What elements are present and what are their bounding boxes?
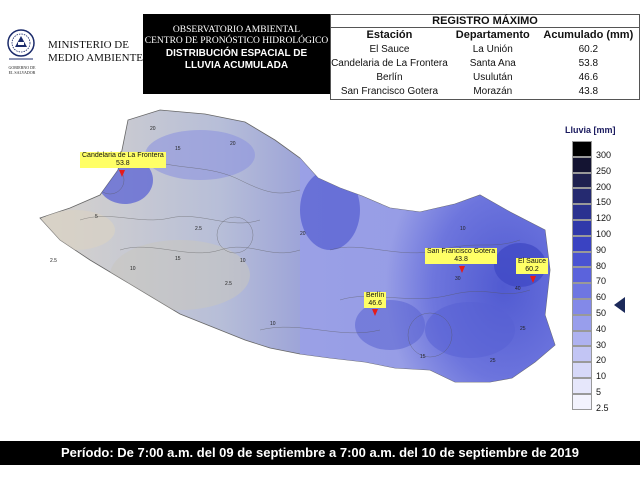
legend-value-label: 70 <box>596 276 607 287</box>
legend-swatch <box>572 141 592 157</box>
contour-label: 40 <box>515 286 521 292</box>
station-marker-icon <box>372 309 378 316</box>
max-record-table <box>330 14 640 100</box>
table-cell-department: Usulután <box>473 72 513 83</box>
legend-value-label: 40 <box>596 323 607 334</box>
column-header-station: Estación <box>366 29 413 41</box>
table-cell-department: Morazán <box>473 86 513 97</box>
table-cell-station: Berlín <box>376 72 403 83</box>
ministry-line2: MEDIO AMBIENTE <box>48 52 144 64</box>
legend-swatch <box>572 267 592 283</box>
table-cell-station: Candelaria de La Frontera <box>331 58 448 69</box>
station-label-berlin <box>364 292 386 308</box>
max-record-title: REGISTRO MÁXIMO <box>331 15 639 28</box>
table-header-row <box>331 28 639 43</box>
table-row <box>331 85 639 99</box>
contour-label: 20 <box>230 141 236 147</box>
legend-swatch <box>572 362 592 378</box>
table-cell-department: La Unión <box>472 44 513 55</box>
table-cell-station: San Francisco Gotera <box>340 86 439 97</box>
table-row <box>331 71 639 85</box>
station-marker-icon <box>530 276 536 283</box>
national-seal-icon <box>6 28 36 64</box>
contour-label: 10 <box>240 258 246 264</box>
station-name: El Sauce <box>518 258 547 265</box>
contour-label: 30 <box>455 276 461 282</box>
contour-label: 2.5 <box>50 258 57 264</box>
station-name: Berlín <box>366 292 385 299</box>
legend-swatch <box>572 252 592 268</box>
record-table <box>331 28 639 99</box>
legend-values <box>596 148 611 417</box>
table-cell-station: El Sauce <box>369 44 410 55</box>
map-title-line1: DISTRIBUCIÓN ESPACIAL DE <box>165 48 308 59</box>
legend-swatch <box>572 236 592 252</box>
el-salvador-map <box>0 100 560 440</box>
period-banner: Período: De 7:00 a.m. del 09 de septiembre a 7:00 a.m. del 10 de septiembre de 2019 <box>0 441 640 465</box>
station-label-candelaria <box>80 152 166 168</box>
ministry-logo-block <box>0 14 145 78</box>
contour-label: 15 <box>175 256 181 262</box>
table-cell-accumulated: 46.6 <box>578 72 599 83</box>
station-value: 43.8 <box>454 256 468 263</box>
seal-caption <box>2 65 42 75</box>
legend-swatch <box>572 204 592 220</box>
contour-label: 25 <box>490 358 496 364</box>
legend-value-label: 5 <box>596 386 602 397</box>
legend-swatch <box>572 394 592 410</box>
station-name: San Francisco Gotera <box>427 248 496 255</box>
station-name: Candelaria de La Frontera <box>82 152 164 159</box>
contour-label: 10 <box>270 321 276 327</box>
map-title-line2: LLUVIA ACUMULADA <box>184 60 289 71</box>
contour-label: 20 <box>150 126 156 132</box>
legend-value-label: 90 <box>596 244 607 255</box>
legend-swatch <box>572 173 592 189</box>
title-block <box>143 14 330 94</box>
seal-caption-line2: EL SALVADOR <box>8 70 36 75</box>
table-row <box>331 43 639 57</box>
ministry-line1: MINISTERIO DE <box>48 39 129 51</box>
contour-label: 15 <box>175 146 181 152</box>
table-row <box>331 57 639 71</box>
station-label-el-sauce <box>516 258 548 274</box>
legend-value-label: 20 <box>596 355 607 366</box>
contour-label: 15 <box>420 354 426 360</box>
legend-value-label: 30 <box>596 339 607 350</box>
ministry-name <box>48 39 143 65</box>
legend-value-label: 120 <box>596 213 612 224</box>
station-marker-icon <box>119 170 125 177</box>
legend-value-label: 100 <box>596 228 612 239</box>
legend-color-bar <box>572 141 592 410</box>
legend-swatch <box>572 220 592 236</box>
contour-label: 25 <box>520 326 526 332</box>
table-cell-accumulated: 43.8 <box>578 86 599 97</box>
table-cell-accumulated: 53.8 <box>578 58 599 69</box>
country-shape <box>35 100 560 440</box>
station-marker-icon <box>459 266 465 273</box>
contour-label: 10 <box>460 226 466 232</box>
legend-value-label: 300 <box>596 150 612 160</box>
station-value: 46.6 <box>368 300 382 307</box>
contour-label: 2.5 <box>225 281 232 287</box>
contour-label: 5 <box>95 214 98 220</box>
legend-swatch <box>572 157 592 173</box>
seal-caption-line1: GOBIERNO DE <box>8 65 36 70</box>
column-header-accumulated: Acumulado (mm) <box>543 29 634 41</box>
legend-swatch <box>572 188 592 204</box>
contour-label: 20 <box>300 231 306 237</box>
legend-swatch <box>572 283 592 299</box>
legend-value-label: 60 <box>596 292 607 303</box>
station-value: 53.8 <box>116 160 130 167</box>
rainfall-map <box>0 100 560 440</box>
contour-label: 10 <box>130 266 136 272</box>
legend-swatch <box>572 331 592 347</box>
legend-title: Lluvia [mm] <box>565 125 616 135</box>
org-line1: OBSERVATORIO AMBIENTAL <box>172 25 301 35</box>
legend-value-label: 80 <box>596 260 607 271</box>
table-cell-department: Santa Ana <box>469 58 516 69</box>
legend-swatch <box>572 378 592 394</box>
legend-value-label: 2.5 <box>596 402 609 413</box>
legend-value-label: 200 <box>596 181 612 192</box>
legend-value-label: 10 <box>596 371 607 382</box>
legend-swatch <box>572 346 592 362</box>
legend-swatch <box>572 315 592 331</box>
legend-value-label: 250 <box>596 165 612 176</box>
column-header-department: Departamento <box>455 29 530 41</box>
legend-value-label: 150 <box>596 197 612 208</box>
legend-value-label: 50 <box>596 307 607 318</box>
station-value: 60.2 <box>525 266 539 273</box>
contour-label: 2.5 <box>195 226 202 232</box>
station-label-gotera <box>425 248 497 264</box>
legend-indicator-arrow-icon <box>614 297 625 313</box>
table-cell-accumulated: 60.2 <box>578 44 599 55</box>
legend-swatch <box>572 299 592 315</box>
org-line2: CENTRO DE PRONÓSTICO HIDROLÓGICO <box>144 36 329 46</box>
